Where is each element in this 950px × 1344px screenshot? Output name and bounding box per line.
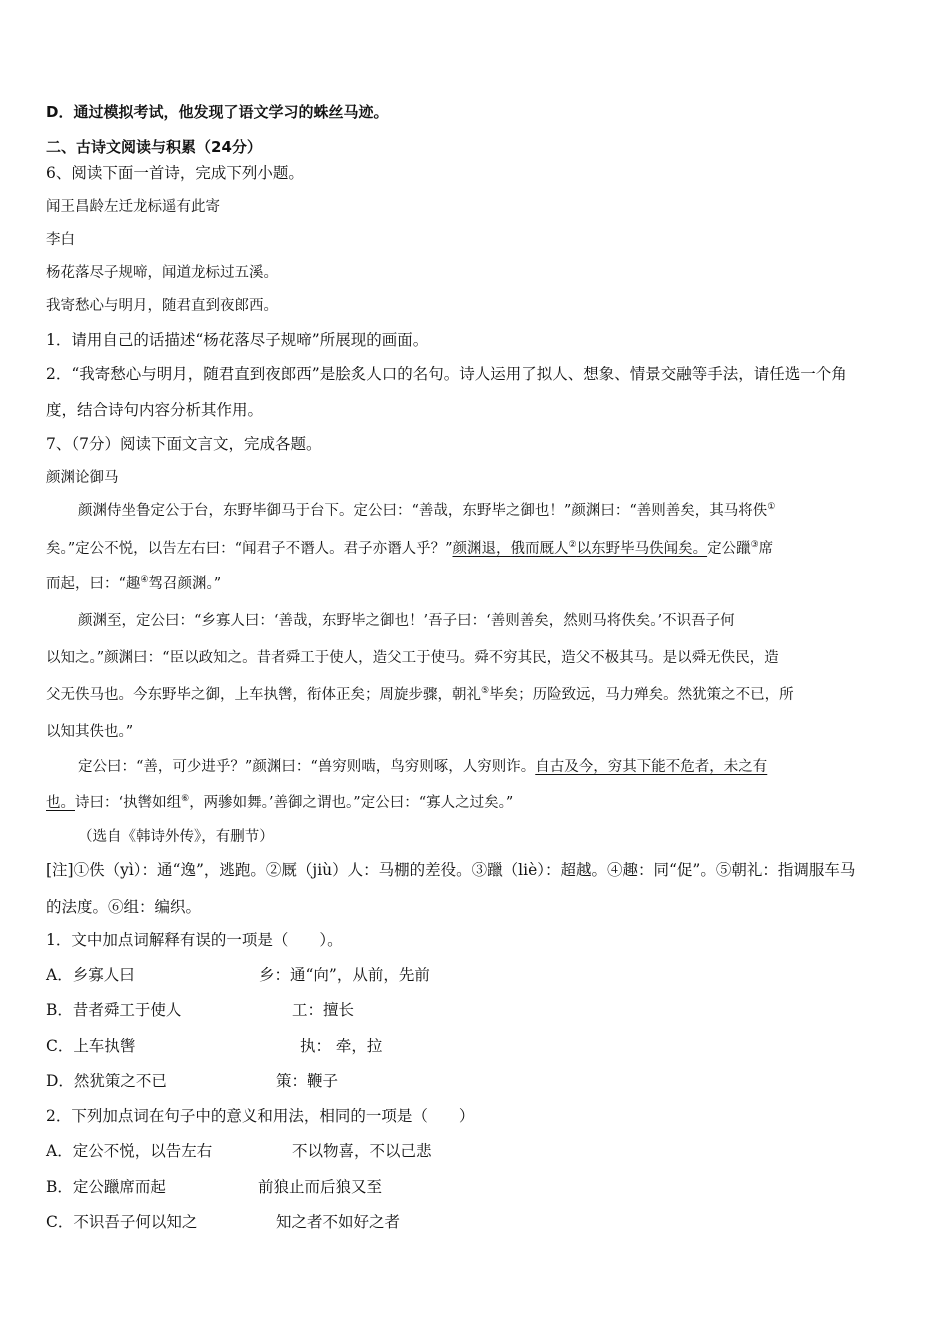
poem-line: 杨花落尽子规啼，闻道龙标过五溪。 [46,265,278,281]
option-c: C．不识吾子何以知之 [46,1213,198,1231]
option-a: A．定公不悦，以告左右 [46,1142,213,1160]
q7-stem: 7、（7分）阅读下面文言文，完成各题。 [46,435,322,453]
passage-line: 颜渊侍坐鲁定公于台，东野毕御马于台下。定公曰：“善哉，东野毕之御也！”颜渊曰：“善则善矣，其马将佚① [78,502,776,519]
passage-line: 以知其佚也。” [46,724,134,740]
annotation-notes-cont: 的法度。⑥组：编织。 [46,898,202,916]
passage-line: 也。诗曰：‘执辔如组⑥，两骖如舞。’善御之谓也。”定公曰：“寡人之过矣。” [46,794,514,811]
underlined-sentence: 自古及今，穷其下能不危者，未之有 [535,759,768,775]
q6-sub1: 1．请用自己的话描述“杨花落尽子规啼”所展现的画面。 [46,331,429,349]
passage-source: （选自《韩诗外传》，有删节） [78,829,274,845]
option-c-gloss: 执： 牵，拉 [300,1037,383,1055]
option-b-compare: 前狼止而后狼又至 [258,1178,383,1196]
underlined-sentence: 颜渊退，俄而厩人②以东野毕马佚闻矣。 [452,540,708,557]
option-b: B．昔者舜工于使人 [46,1001,182,1019]
poem-title: 闻王昌龄左迁龙标遥有此寄 [46,199,220,215]
option-c: C．上车执辔 [46,1037,136,1055]
option-a: A．乡寡人曰 [46,966,135,984]
section-heading: 二、古诗文阅读与积累（24分） [46,138,262,156]
option-d: D．然犹策之不已 [46,1072,167,1090]
poem-line: 我寄愁心与明月，随君直到夜郎西。 [46,298,278,314]
option-b-gloss: 工：擅长 [292,1001,355,1019]
q6-sub2: 2．“我寄愁心与明月，随君直到夜郎西”是脍炙人口的名句。诗人运用了拟人、想象、情景交融等手法，请任选一个角 [46,365,847,383]
q6-sub2-cont: 度，结合诗句内容分析其作用。 [46,401,264,419]
passage-line: 定公曰：“善，可少进乎？”颜渊曰：“兽穷则啮，鸟穷则啄，人穷则诈。自古及今，穷其下能不危者，未之有 [78,759,768,775]
option-a-gloss: 乡：通“向”，从前，先前 [259,966,430,984]
q6-stem: 6、阅读下面一首诗，完成下列小题。 [46,164,304,182]
poem-author: 李白 [46,232,75,248]
passage-line: 父无佚马也。今东野毕之御，上车执辔，衔体正矣；周旋步骤，朝礼⑤毕矣；历险致远，马力殚矣。然犹策之不已，所 [46,686,794,703]
option-d-gloss: 策：鞭子 [276,1072,339,1090]
option-c-compare: 知之者不如好之者 [276,1213,401,1231]
underlined-sentence: 也。 [46,795,75,811]
passage-line: 颜渊至，定公曰：“乡寡人曰：‘善哉，东野毕之御也！’吾子曰：‘善则善矣，然则马将佚矣。’不识吾子何 [78,613,735,629]
passage-line: 矣。”定公不悦，以告左右曰：“闻君子不谮人。君子亦谮人乎？”颜渊退，俄而厩人②以东野毕马佚闻矣。定公躐③席 [46,540,774,557]
option-a-compare: 不以物喜，不以己悲 [292,1142,432,1160]
q7-sub1: 1．文中加点词解释有误的一项是（ ）。 [46,931,343,949]
annotation-notes: [注]①佚（yì）：通“逸”，逃跑。②厩（jiù）人：马棚的差役。③躐（liè）：超越。④趣：同“促”。⑤朝礼：指调服车马 [46,861,856,879]
option-b: B．定公躐席而起 [46,1178,166,1196]
passage-line: 以知之。”颜渊曰：“臣以政知之。昔者舜工于使人，造父工于使马。舜不穷其民，造父不极其马。是以舜无佚民，造 [46,650,779,666]
q5-option-d: D．通过模拟考试，他发现了语文学习的蛛丝马迹。 [46,103,389,121]
passage-title: 颜渊论御马 [46,470,119,486]
passage-line: 而起，曰：“趣④驾召颜渊。” [46,575,222,592]
q7-sub2: 2．下列加点词在句子中的意义和用法，相同的一项是（ ） [46,1107,475,1125]
